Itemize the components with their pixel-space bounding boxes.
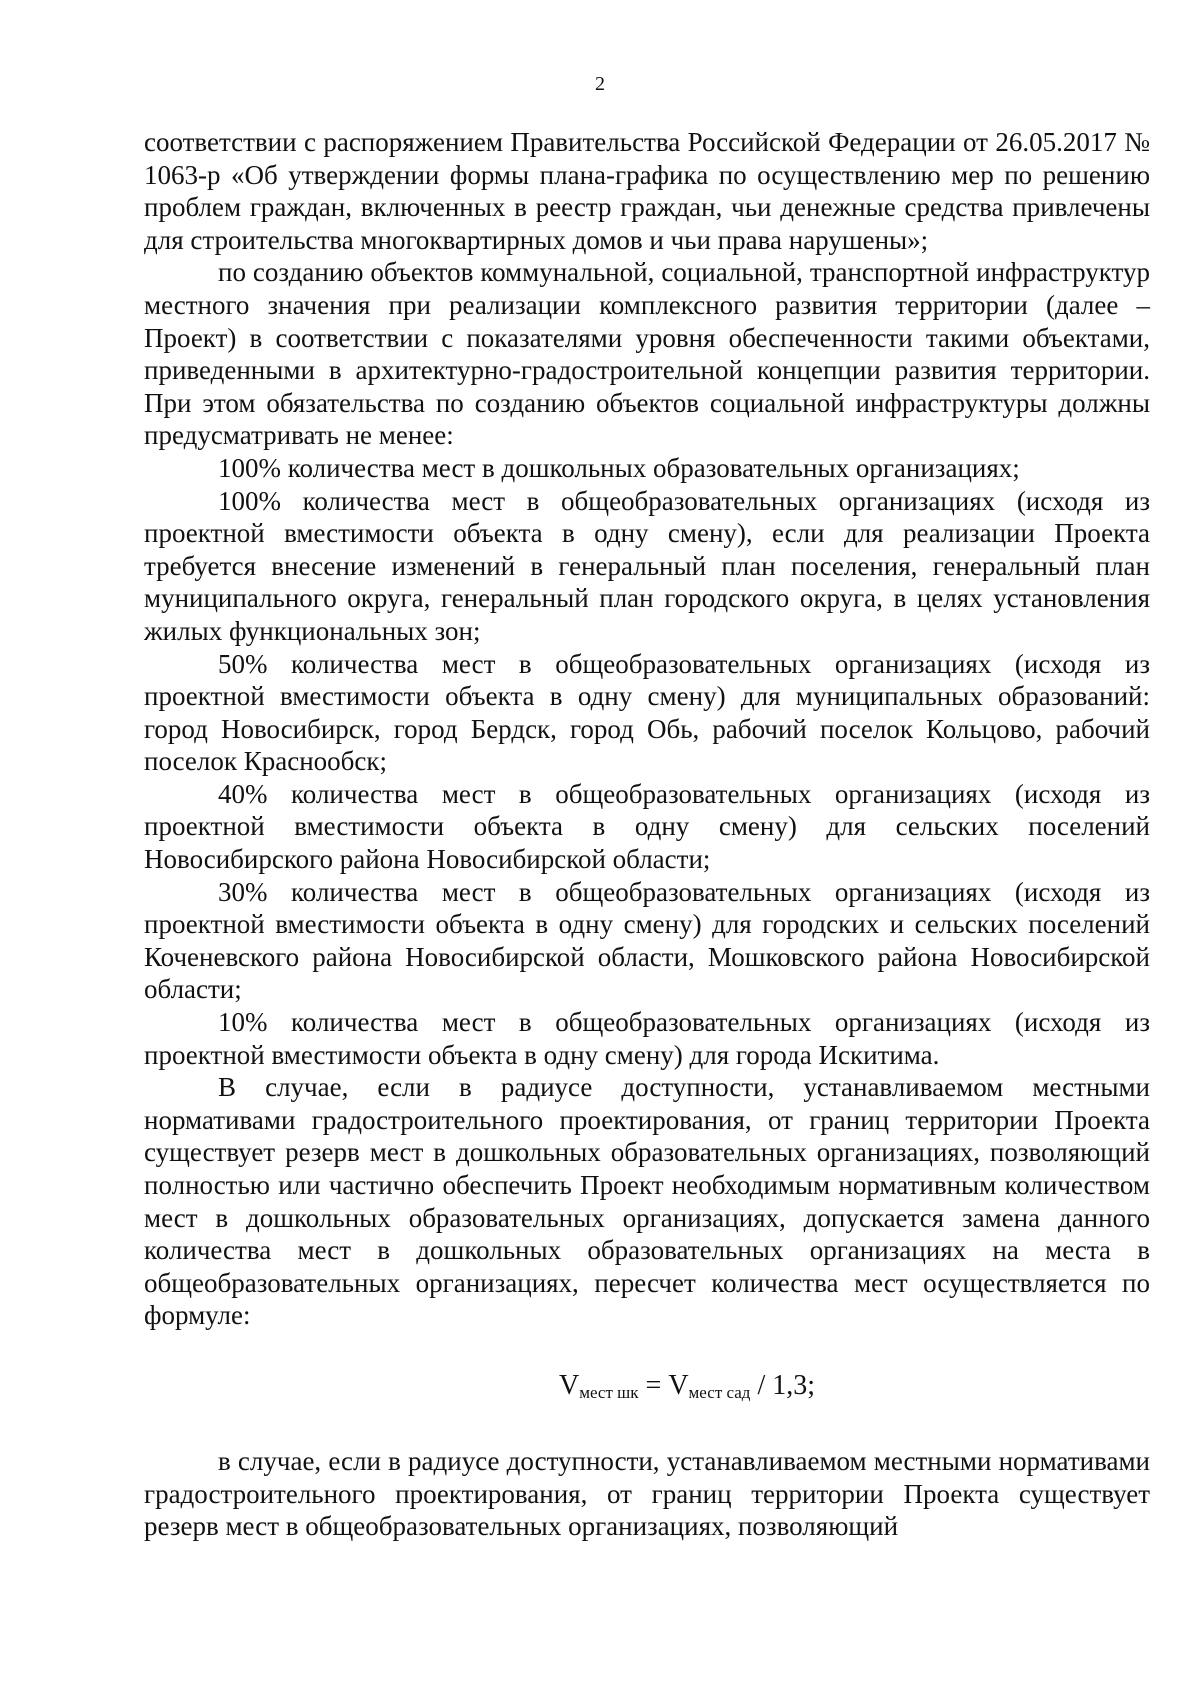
paragraph: 10% количества мест в общеобразовательных организациях (исходя из проектной вместимости объекта в одну смену) для города Искитима. (144, 1007, 1150, 1070)
paragraph: 100% количества мест в дошкольных образовательных организациях; (218, 452, 1020, 483)
formula-rhs-sub: мест сад (688, 1382, 751, 1402)
paragraph: 100% количества мест в общеобразовательных организациях (исходя из проектной вместимости объекта в одну смену), если для реализации Проекта требуется внесение изменений в генеральный план поселения, генеральный план муниципального округа, генеральный план городского округа, в целях установления жилых функциональных зон; (144, 485, 1150, 646)
paragraph: 40% количества мест в общеобразовательных организациях (исходя из проектной вместимости объекта в одну смену) для сельских поселений Новосибирского района Новосибирской области; (144, 778, 1150, 875)
paragraph: соответствии с распоряжением Правительства Российской Федерации от 26.05.2017 № 1063-р «Об утверждении формы плана-графика по осуществлению мер по решению проблем граждан, включенных в реестр граждан, чьи денежные средства привлечены для строительства многоквартирных домов и чьи права нарушены»; (144, 127, 1150, 255)
paragraph: В случае, если в радиусе доступности, устанавливаемом местными нормативами градостроительного проектирования, от границ территории Проекта существует резерв мест в дошкольных образовательных организациях, позволяющий полностью или частично обеспечить Проект необходимым нормативным количеством мест в дошкольных образовательных организациях, допускается замена данного количества мест в дошкольных образовательных организациях на места в общеобразовательных организациях, пересчет количества мест осуществляется по формуле: (144, 1072, 1150, 1331)
formula-rhs-var: V (668, 1369, 689, 1401)
formula-lhs-var: V (558, 1369, 580, 1401)
page-number: 2 (595, 73, 605, 95)
document-body (144, 126, 1150, 1543)
formula-tail: / 1,3; (750, 1369, 816, 1401)
paragraph: 30% количества мест в общеобразовательных организациях (исходя из проектной вместимости объекта в одну смену) для городских и сельских поселений Коченевского района Новосибирской области, Мошковского района Новосибирской области; (144, 876, 1150, 1005)
formula (144, 1368, 1150, 1411)
paragraph: в случае, если в радиусе доступности, устанавливаемом местными нормативами градостроительного проектирования, от границ территории Проекта существует резерв мест в общеобразовательных организациях, позволяющий (144, 1445, 1150, 1542)
paragraph: 50% количества мест в общеобразовательных организациях (исходя из проектной вместимости объекта в одну смену) для муниципальных образований: город Новосибирск, город Бердск, город Обь, рабочий поселок Кольцово, рабочий поселок Краснообск; (144, 648, 1150, 777)
paragraphs-after-formula (144, 1445, 1150, 1543)
formula-lhs-sub: мест шк (579, 1382, 639, 1402)
paragraphs-before-formula (144, 126, 1150, 1332)
formula-equals: = (638, 1369, 669, 1401)
paragraph: по созданию объектов коммунальной, социальной, транспортной инфраструктур местного значения при реализации комплексного развития территории (далее – Проект) в соответствии с показателями уровня обеспеченности такими объектами, приведенными в архитектурно-градостроительной концепции развития территории. При этом обязательства по созданию объектов социальной инфраструктуры должны предусматривать не менее: (144, 257, 1150, 451)
